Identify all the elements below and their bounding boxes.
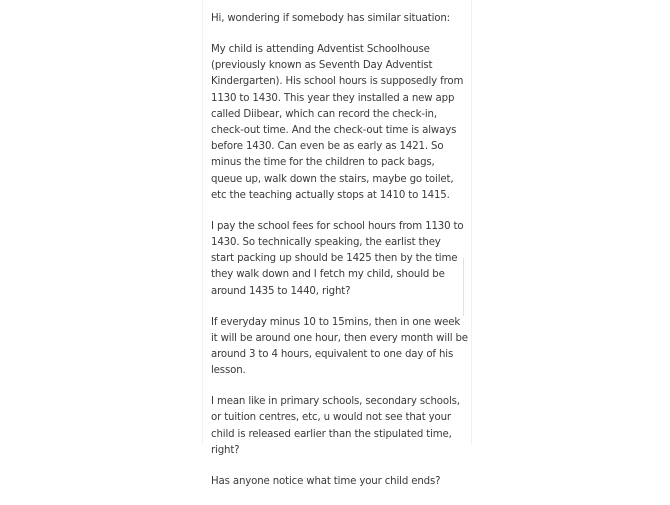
post-card: [203, 0, 471, 487]
post-paragraph-fees: I pay the school fees for school hours from 1130 to 1430. So technically speaking, the earlist they start packing up should be 1425 then by the time they walk down and I fetch my child, should be around 1435 to 1440, right?: [211, 220, 464, 297]
post-paragraph-question: Has anyone notice what time your child ends?: [211, 475, 441, 487]
post-paragraph-greeting: Hi, wondering if somebody has similar situation:: [211, 13, 450, 24]
post-body: [211, 11, 469, 505]
scrollbar-divider: [463, 258, 464, 316]
post-paragraph-comparison: I mean like in primary schools, secondary schools, or tuition centres, etc, u would not see that your child is released earlier than the stipulated time, right?: [211, 396, 460, 456]
post-paragraph-calculation: If everyday minus 10 to 15mins, then in one week it will be around one hour, then every month will be around 3 to 4 hours, equivalent to one day of his lesson.: [211, 316, 468, 377]
post-paragraph-situation: My child is attending Adventist Schoolhouse (previously known as Seventh Day Adventist Kindergarten). His school hours is supposedly from 1130 to 1430. This year they installed a new app called Diibear, which can record the check-in, check-out time. And the check-out time is always before 1430. Can even be as early as 1421. So minus the time for the children to pack bags, queue up, walk down the stairs, maybe go toilet, etc the teaching actually stops at 1410 to 1415.: [211, 44, 464, 201]
